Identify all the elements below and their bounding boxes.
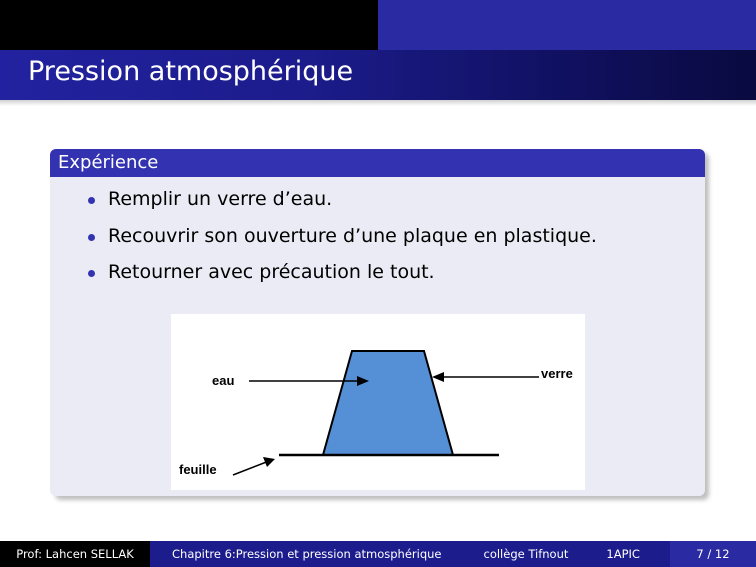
page-title: Pression atmosphérique bbox=[28, 56, 354, 87]
list-item-text: Recouvrir son ouverture d’une plaque en plastique. bbox=[108, 225, 597, 247]
glass-water-shape bbox=[323, 351, 453, 455]
title-shadow bbox=[0, 100, 756, 106]
label-eau: eau bbox=[212, 373, 235, 388]
footer-class: 1APIC bbox=[606, 547, 640, 561]
footer-middle bbox=[150, 541, 670, 567]
bullet-icon bbox=[88, 197, 95, 204]
footer-school: collège Tifnout bbox=[483, 547, 569, 561]
list-item-text: Retourner avec précaution le tout. bbox=[108, 261, 435, 283]
nav-bar-right bbox=[378, 0, 756, 50]
feuille-arrow bbox=[233, 461, 269, 475]
bullet-icon bbox=[88, 270, 95, 277]
nav-bar bbox=[0, 0, 378, 50]
list-item-text: Remplir un verre d’eau. bbox=[108, 188, 333, 210]
list-item bbox=[108, 225, 597, 247]
block-heading: Expérience bbox=[50, 149, 705, 177]
footer bbox=[0, 541, 756, 567]
verre-arrowhead bbox=[432, 372, 444, 382]
experiment-figure bbox=[171, 314, 585, 490]
footer-author: Prof: Lahcen SELLAK bbox=[0, 541, 150, 567]
label-verre: verre bbox=[541, 366, 573, 381]
list-item bbox=[108, 261, 435, 283]
footer-chapter: Chapitre 6:Pression et pression atmosphérique bbox=[172, 547, 442, 561]
experience-block bbox=[50, 149, 705, 496]
list-item bbox=[108, 188, 332, 210]
footer-page-number: 7 / 12 bbox=[670, 541, 756, 567]
title-bar bbox=[0, 50, 756, 100]
label-feuille: feuille bbox=[179, 462, 217, 477]
glass-diagram bbox=[171, 314, 585, 490]
bullet-icon bbox=[88, 234, 95, 241]
